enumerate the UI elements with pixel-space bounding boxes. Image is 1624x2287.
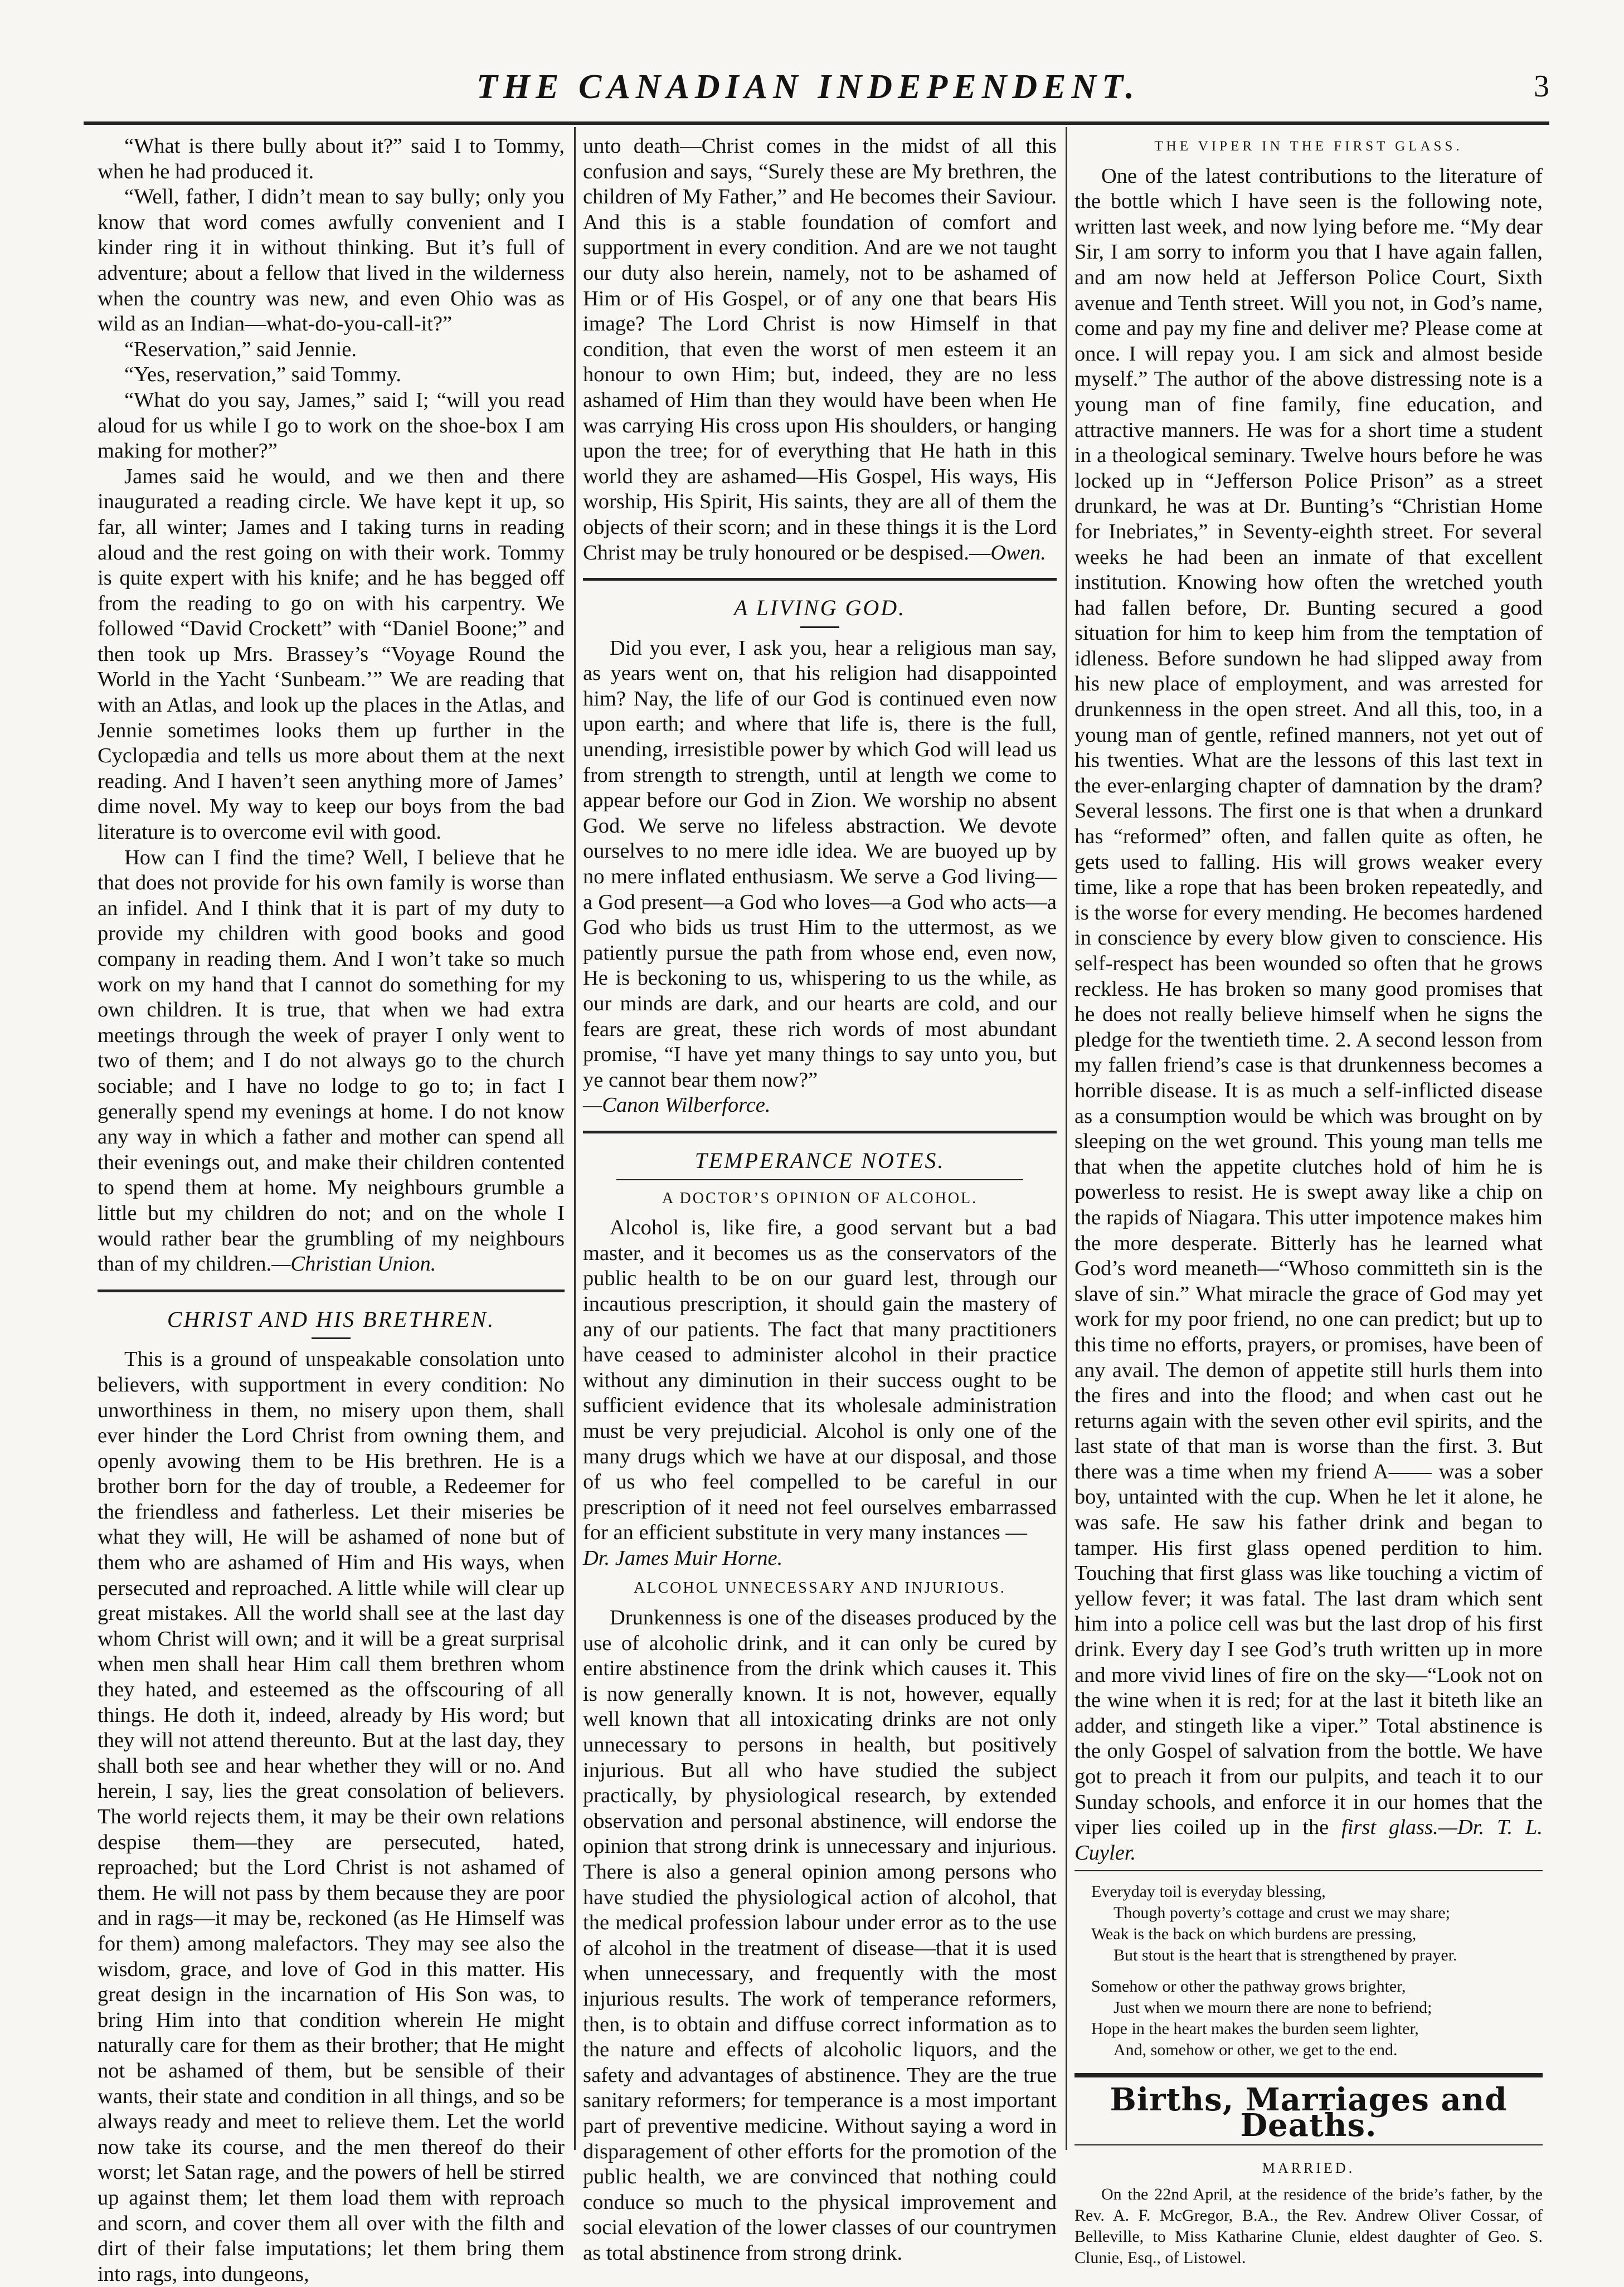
poem <box>1091 1881 1543 2061</box>
attribution: Dr. James Muir Horne. <box>583 1546 783 1570</box>
paragraph: James said he would, and we then and there inaugurated a reading circle. We have kept it up, so far, all winter; James and I taking turns in reading aloud and the rest going on with their work. Tommy is quite expert with his knife; and he has begged off from the reading to go on with his carpentry. We followed “David Crockett” with “Daniel Boone;” and then took up Mrs. Brassey’s “Voyage Round the World in the Yacht ‘Sunbeam.’” We are reading that with an Atlas, and look up the places in the Atlas, and Jennie sometimes looks them up further in the Cyclopædia and tells us more about them at the next reading. And I haven’t seen anything more of James’ dime novel. My way to keep our boys from the bad literature is to overcome evil with good. <box>98 464 565 844</box>
attribution: —Canon Wilberforce. <box>583 1093 771 1117</box>
subheading-doctors-opinion: A DOCTOR’S OPINION OF ALCOHOL. <box>662 1189 978 1207</box>
article-heading-christ-and-his-brethren: CHRIST AND HIS BRETHREN. <box>167 1306 495 1332</box>
short-rule <box>312 1337 351 1339</box>
header-rule <box>84 121 1549 125</box>
masthead <box>84 53 1549 114</box>
paragraph: This is a ground of unspeakable consolation unto believers, with supportment in every condition: No unworthiness in them, no misery upon them, shall ever hinder the Lord Christ from owning them, and openly avowing them to be His brethren. He is a brother born for the day of trouble, a Redeemer for the friendless and fatherless. Let their miseries be what they will, He will be ashamed of none but of them who are ashamed of Him and His ways, when persecuted and reproached. A little while will clear up great mistakes. All the world shall see at the last day whom Christ will own; and it will be a great surprisal when men shall hear Him call them brethren whom they hated, and esteemed as the offscouring of all things. He doth it, indeed, already by His word; but they will not attend thereunto. But at the last day, they shall both see and hear whether they will or no. And herein, I say, lies the great consolation of believers. The world rejects them, it may be their own relations despise them—they are persecuted, hated, reproached; but the Lord Christ is not ashamed of them. He will not pass by them because they are poor and in rags—it may be, reckoned (as He Himself was for them) among malefactors. They may see also the wisdom, grace, and love of God in this matter. His great design in the incarnation of His Son was, to bring Him into that condition wherein He might naturally care for them as their brother; that He might not be ashamed of them, but be sensible of their wants, their state and condition in all things, and so be always ready and meet to relieve them. Let the world now take its course, and the men thereof do their worst; let Satan rage, and the powers of hell be stirred up against them; let them load them with reproach and scorn, and cover them all over with the filth and dirt of their false imputations; let them bring them into rags, into dungeons, <box>98 1347 565 2286</box>
paragraph <box>583 134 1057 566</box>
section-rule <box>98 1290 565 1292</box>
poem-line: Weak is the back on which burdens are pressing, <box>1091 1925 1417 1944</box>
paragraph <box>1074 164 1543 1866</box>
paragraph: “What do you say, James,” said I; “will you read aloud for us while I go to work on the shoe-box I am making for mother?” <box>98 388 565 463</box>
poem-line: Somehow or other the pathway grows brighter, <box>1091 1977 1406 1996</box>
heading-underline <box>1074 2144 1543 2145</box>
subheading-alcohol-unnecessary: ALCOHOL UNNECESSARY AND INJURIOUS. <box>634 1579 1006 1597</box>
column-divider-2 <box>1066 127 1067 2150</box>
column-divider-1 <box>574 127 576 2150</box>
attribution: .—Dr. T. L. Cuyler. <box>1074 1816 1543 1865</box>
paragraph: “Yes, reservation,” said Tommy. <box>124 363 402 387</box>
paragraph: “Reservation,” said Jennie. <box>124 337 357 361</box>
article-heading-a-living-god: A LIVING GOD. <box>733 595 906 621</box>
paragraph: Drunkenness is one of the diseases produced by the use of alcoholic drink, and it can only be cured by entire abstinence from the drink which causes it. This is now generally known. It is not, however, equally well known that all intoxicating drinks are not only unnecessary to persons in health, but positively injurious. But all who have studied the subject practically, by physiological research, by extended observation and personal abstinence, will endorse the opinion that strong drink is unnecessary and injurious. There is also a general opinion among persons who have studied the physiological action of alcohol, that the medical profession labour under error as to the use of alcohol in the treatment of disease—that it is used when unnecessary, and frequently with the most injurious results. The work of temperance reformers, then, is to obtain and diffuse correct information as to the nature and effects of alcoholic liquors, and the safety and advantages of abstinence. They are the true sanitary reformers; for temperance is a most important part of preventive medicine. Without saying a word in disparagement of other efforts for the promotion of the public health, we are convinced that nothing could conduce so much to the physical improvement and social elevation of the lower classes of our countrymen as total abstinence from strong drink. <box>583 1606 1057 2265</box>
column-1 <box>98 134 565 2286</box>
attribution: Owen. <box>990 541 1046 565</box>
paragraph: Alcohol is, like fire, a good servant but a bad master, and it becomes us as the conservators of the public health to be on our guard lest, through our incautious prescription, it should gain the mastery of any of our patients. The fact that many practitioners have ceased to administer alcohol in their practice without any diminution in their success ought to be sufficient evidence that its wholesale administration must be very prejudicial. Alcohol is only one of the many drugs which we have at our disposal, and those of us who feel compelled to be careful in our prescription of it need not feel ourselves embarrassed for an efficient substitute in very many instances — <box>583 1216 1057 1545</box>
article-heading-viper-first-glass: THE VIPER IN THE FIRST GLASS. <box>1154 139 1463 154</box>
paragraph-text: How can I find the time? Well, I believe that he that does not provide for his own family is worse than an infidel. And I think that it is part of my duty to provide my children with good books and good company in reading them. And I won’t take so much work on my hand that I cannot do something for my own children. It is true, that when we had extra meetings through the week of prayer I only went to two of them; and I do not always go to the church sociable; and I have no lodge to go to; in fact I generally spend my evenings at home. I do not know any way in which a father and mother can spend all their evenings out, and make their children contented to spend them at home. My neighbours grumble a little but my children do not; and on the whole I would rather bear the grumbling of my neighbours than of my children. <box>98 845 565 1276</box>
column-3 <box>1074 134 1543 2267</box>
emphasis: first glass <box>1341 1816 1433 1840</box>
poem-line: And, somehow or other, we get to the end. <box>1114 2041 1398 2060</box>
poem-line: Just when we mourn there are none to befriend; <box>1114 1998 1432 2017</box>
section-rule <box>1074 2073 1543 2077</box>
column-2 <box>583 134 1057 2265</box>
short-rule <box>800 626 839 628</box>
section-rule <box>583 578 1057 581</box>
page-number: 3 <box>1534 69 1549 104</box>
section-rule <box>583 1131 1057 1133</box>
article-heading-temperance-notes: TEMPERANCE NOTES. <box>694 1147 945 1173</box>
paragraph-text: unto death—Christ comes in the midst of all this confusion and says, “Surely these are My brethren, the children of My Father,” and He becomes their Saviour. And this is a stable foundation of comfort and supportment in every condition. And are we not taught our duty also herein, namely, not to be ashamed of Him or of His Gospel, or of any one that bears His image? The Lord Christ is now Himself in that condition, that even the worst of men esteem it an honour to own Him; but, indeed, they are no less ashamed of Him than they would have been when He was carrying His cross upon His shoulders, or hanging upon the tree; for of everything that He hath in this world they are ashamed—His Gospel, His ways, His worship, His Spirit, His saints, they are all of them the objects of their scorn; and in these things it is the Lord Christ may be truly honoured or be despised.— <box>583 134 1057 565</box>
poem-line: Hope in the heart makes the burden seem lighter, <box>1091 2020 1419 2038</box>
heading-underline <box>616 1179 1023 1180</box>
poem-rule <box>1074 1870 1543 1871</box>
attribution: —Christian Union. <box>271 1252 436 1276</box>
births-marriages-deaths-heading: Births, Marriages and Deaths. <box>1110 2081 1508 2144</box>
paragraph: Did you ever, I ask you, hear a religious man say, as years went on, that his religion had disappointed him? Nay, the life of our God is continued even now upon earth; and where that life is, there is the full, unending, irresistible power by which God will lead us from strength to strength, until at length we come to appear before our God in Zion. We worship no absent God. We serve no lifeless abstraction. We devote ourselves to no mere idle idea. We are buoyed up by no mere inflated enthusiasm. We serve a God living—a God present—a God who loves—a God who acts—a God who bids us trust Him to the uttermost, as we patiently pursue the path from whose end, even now, He is beckoning to us, whispering to us the while, as our minds are dark, and our hearts are cold, and our fears are great, these rich words of most abundant promise, “I have yet many things to say unto you, but ye cannot bear them now?” <box>583 636 1057 1092</box>
paragraph: “Well, father, I didn’t mean to say bully; only you know that word comes awfully convenient and I kinder ring it in without thinking. But it’s full of adventure; about a fellow that lived in the wilderness when the country was new, and even Ohio was as wild as an Indian—what-do-you-call-it?” <box>98 185 565 336</box>
marriage-notice: On the 22nd April, at the residence of the bride’s father, by the Rev. A. F. McGregor, B.A., the Rev. Andrew Oliver Cossar, of Belleville, to Miss Katharine Clunie, eldest daughter of Geo. S. Clunie, Esq., of Listowel. <box>1074 2185 1543 2267</box>
poem-line: Everyday toil is everyday blessing, <box>1091 1882 1326 1901</box>
married-heading: MARRIED. <box>1262 2159 1355 2176</box>
newspaper-title: THE CANADIAN INDEPENDENT. <box>476 68 1140 106</box>
paragraph-text: One of the latest contributions to the literature of the bottle which I have seen is the following note, written last week, and now lying before me. “My dear Sir, I am sorry to inform you that I have again fallen, and am now held at Jefferson Police Court, Sixth avenue and Tenth street. Will you not, in God’s name, come and pay my fine and deliver me? Please come at once. I will repay you. I am sick and almost beside myself.” The author of the above distressing note is a young man of fine family, fine education, and attractive manners. He was for a short time a student in a theological seminary. Twelve hours before he was locked up in “Jefferson Police Prison” as a street drunkard, he was at Dr. Bunting’s “Christian Home for Inebriates,” in Seventy-eighth street. For several weeks he had been an inmate of that excellent institution. Knowing how often the wretched youth had fallen before, Dr. Bunting secured a good situation for him to keep him from the temptation of idleness. Before sundown he had slipped away from his new place of employment, and was arrested for drunkenness in the open street. And all this, too, in a young man of gentle, refined manners, not yet out of his twenties. What are the lessons of this last text in the ever-enlarging chapter of damnation by the dram? Several lessons. The first one is that when a drunkard has “reformed” often, and fallen quite as often, he gets used to falling. His will grows weaker every time, like a rope that has been broken repeatedly, and is the worse for every mending. He becomes hardened in conscience by every blow given to conscience. His self-respect has been wounded so often that he grows reckless. He has broken so many good promises that he does not really believe himself when he signs the pledge for the twentieth time. 2. A second lesson from my fallen friend’s case is that drunkenness becomes a horrible disease. It is as much a self-inflicted disease as a consumption would be which was brought on by sleeping on the wet ground. This young man tells me that when the appetite clutches hold of him he is powerless to resist. He is swept away like a chip on the rapids of Niagara. This utter impotence makes him the more desperate. Bitterly has he learned what God’s word meaneth—“Whoso committeth sin is the slave of sin.” What miracle the grace of God may yet work for my poor friend, no one can predict; but up to this time no efforts, prayers, or promises, have been of any avail. The demon of appetite still hurls them into the fires and into the flood; and when cast out he returns again with the seven other evil spirits, and the last state of that man is worse than the first. 3. But there was a time when my friend A—— was a sober boy, untainted with the cup. When he let it alone, he was safe. He saw his father drink and began to tamper. His first glass opened perdition to him. Touching that first glass was like touching a victim of yellow fever; it was fatal. The last dram which sent him into a police cell was but the last drop of his first drink. Every day I see God’s truth written up in more and more vivid lines of fire on the sky—“Look not on the wine when it is red; for at the last it biteth like an adder, and stingeth like a viper.” Total abstinence is the only Gospel of salvation from the bottle. We have got to preach it from our pulpits, and teach it to our Sunday schools, and enforce it in our homes that the viper lies coiled up in the <box>1074 164 1543 1840</box>
paragraph <box>98 845 565 1277</box>
poem-line: But stout is the heart that is strengthened by prayer. <box>1114 1946 1457 1965</box>
paragraph: “What is there bully about it?” said I to Tommy, when he had produced it. <box>98 134 565 183</box>
poem-line: Though poverty’s cottage and crust we may share; <box>1114 1904 1450 1923</box>
